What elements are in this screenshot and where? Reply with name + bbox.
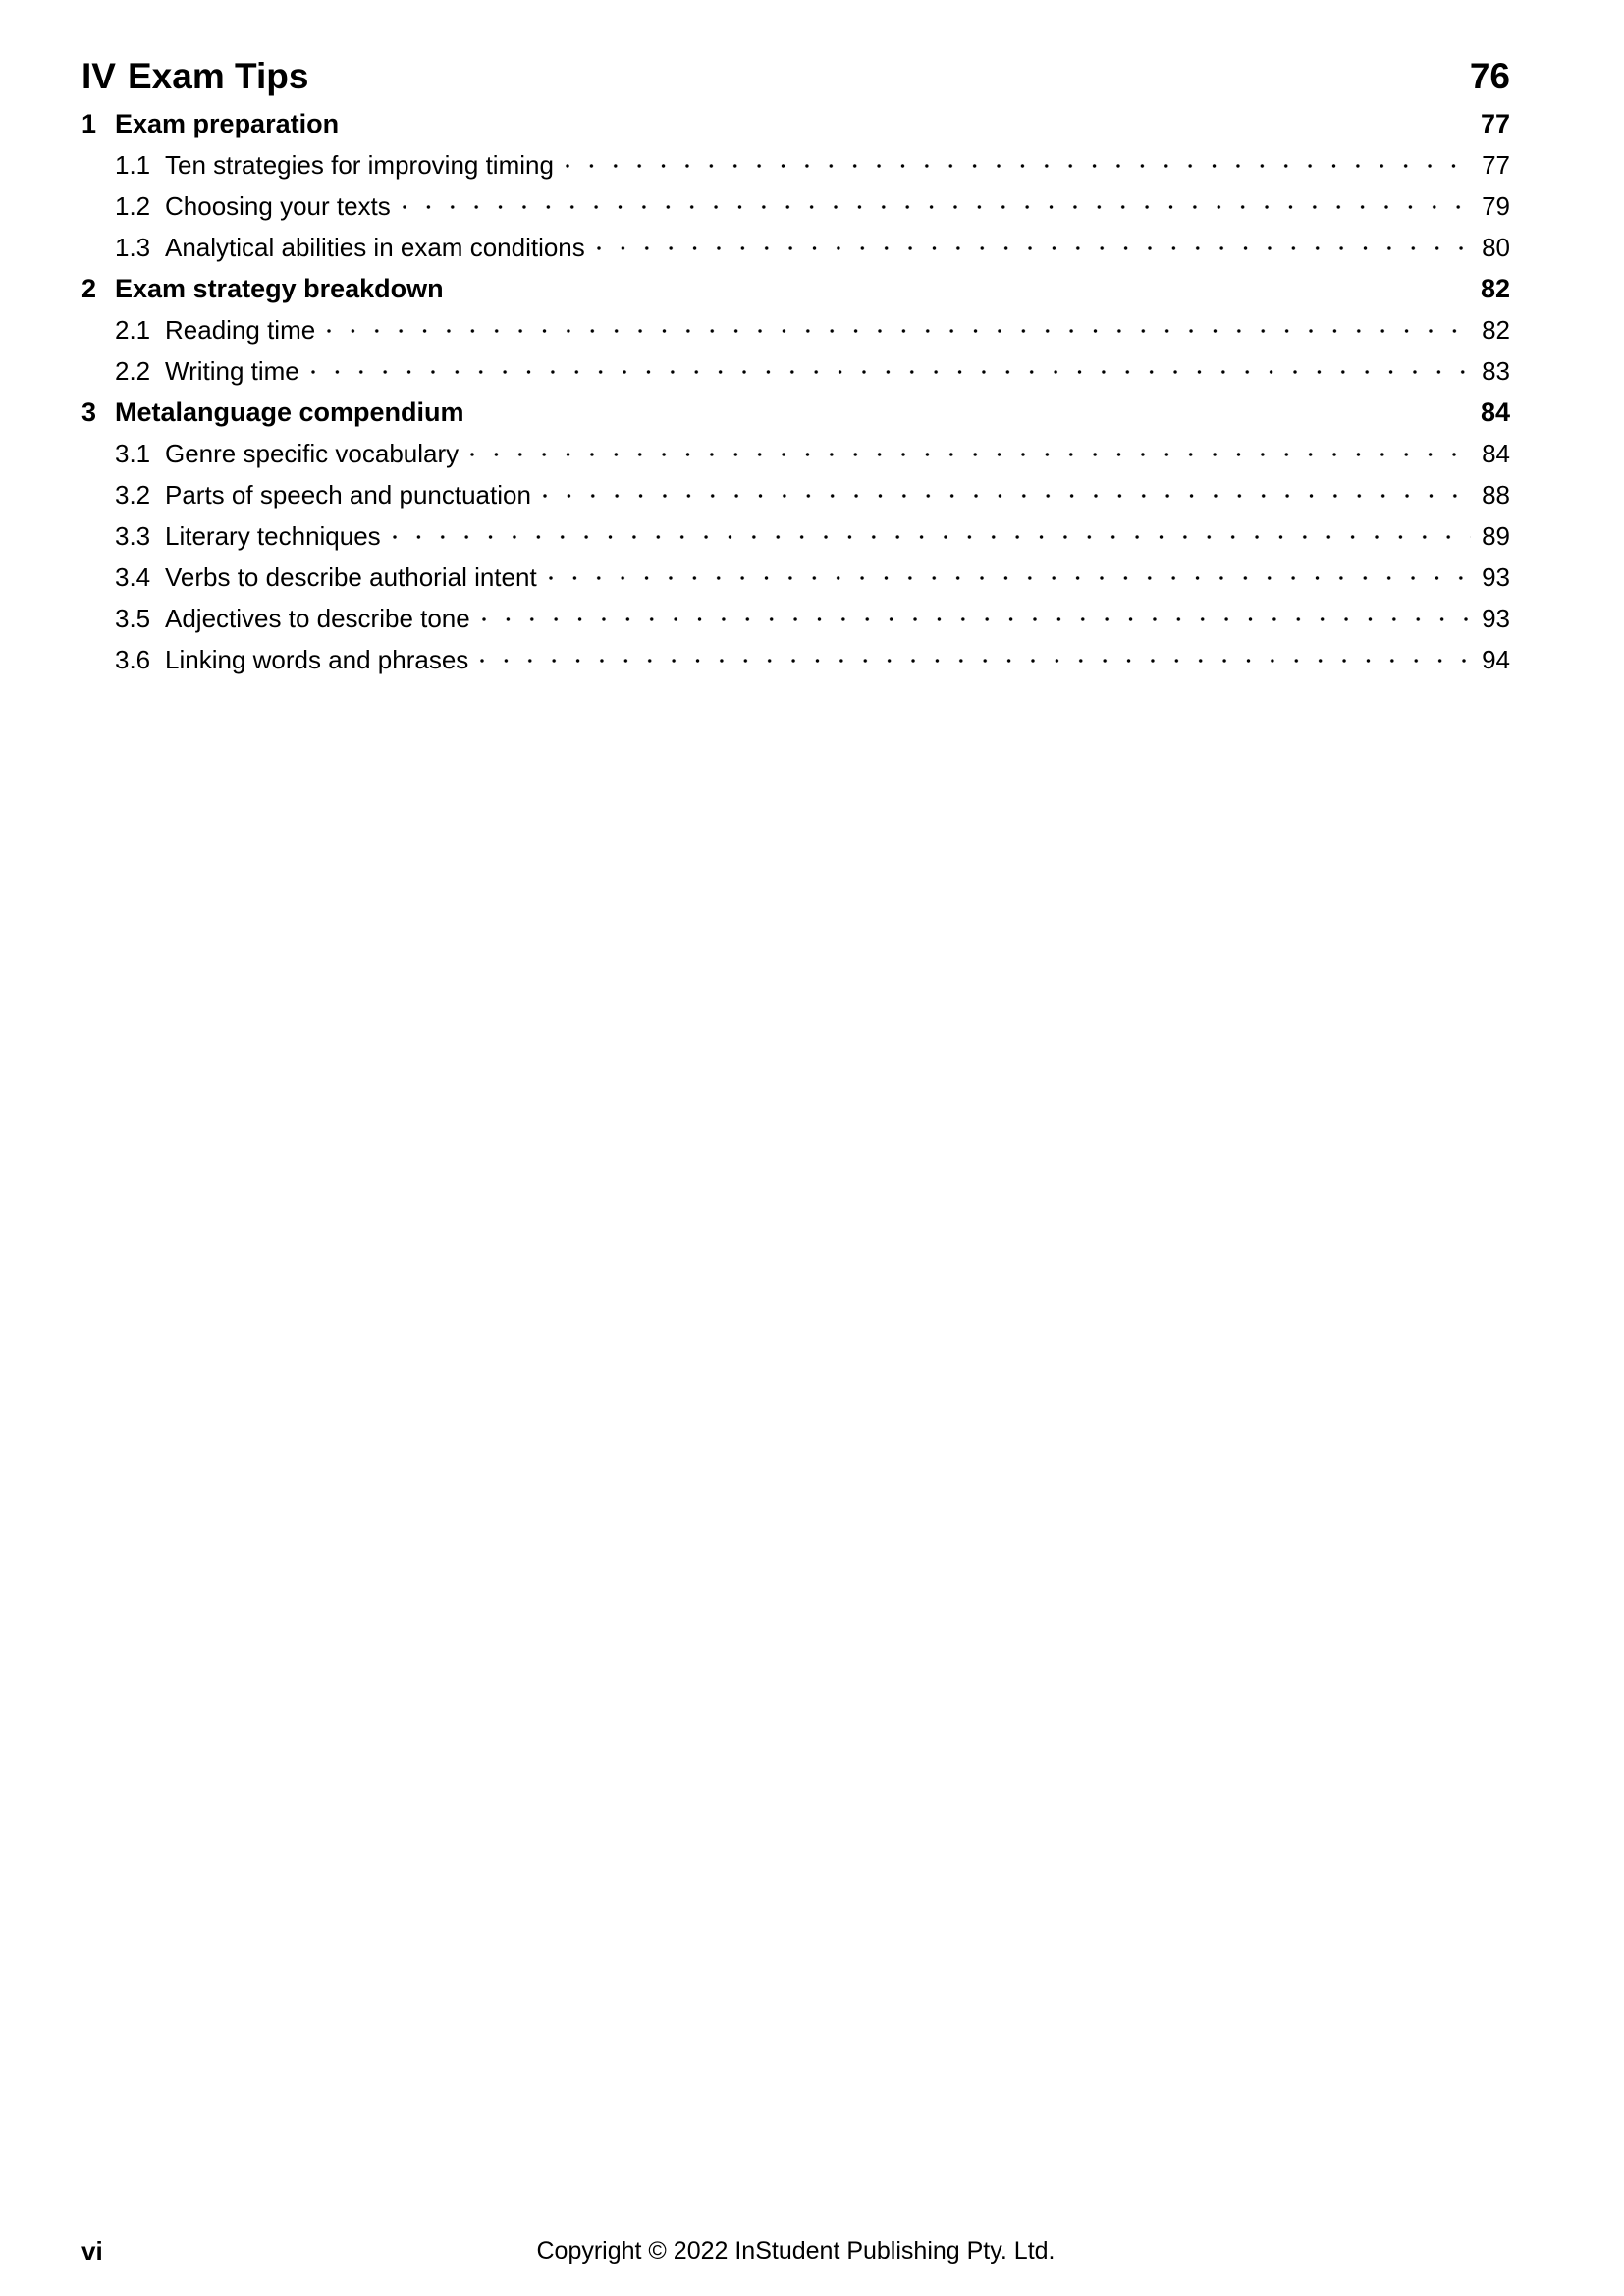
toc-dot-leader — [470, 437, 1471, 462]
toc-subsection-title: Parts of speech and punctuation — [165, 480, 531, 509]
toc-subsection-title: Analytical abilities in exam conditions — [165, 233, 585, 262]
dot-leader-dots — [393, 535, 1471, 539]
toc-section-number: 3 — [81, 398, 97, 427]
toc-subsection-title: Reading time — [165, 315, 316, 345]
toc-section-title: Metalanguage compendium — [115, 398, 464, 427]
toc-subsection-title: Genre specific vocabulary — [165, 439, 460, 468]
toc-subsection-number: 3.3 — [115, 521, 151, 551]
toc-subsection-entry[interactable] — [81, 639, 1510, 680]
dot-leader-dots — [482, 617, 1471, 621]
toc-dot-leader — [327, 313, 1471, 339]
toc-subsection-page: 83 — [1482, 356, 1510, 386]
toc-subsection-number: 3.4 — [115, 562, 151, 592]
dot-leader-dots — [403, 205, 1471, 209]
toc-subsection-title: Verbs to describe authorial intent — [165, 562, 537, 592]
toc-section-page: 77 — [1480, 109, 1510, 138]
toc-subsection-number: 3.6 — [115, 645, 151, 674]
toc-part-title: Exam Tips — [128, 56, 309, 96]
toc-subsection-number: 1.1 — [115, 150, 151, 180]
toc-part-entry[interactable] — [81, 54, 1510, 99]
dot-leader-dots — [470, 453, 1471, 456]
toc-subsection-page: 89 — [1482, 521, 1510, 551]
page-footer — [81, 2234, 1510, 2268]
toc-subsection-number: 2.2 — [115, 356, 151, 386]
dot-leader-dots — [311, 370, 1471, 374]
dot-leader-dots — [480, 659, 1471, 663]
toc-part-number: IV — [81, 56, 116, 96]
toc-section-entry[interactable] — [81, 103, 1510, 144]
toc-subsection-page: 88 — [1482, 480, 1510, 509]
footer-copyright: Copyright © 2022 InStudent Publishing Pty. Ltd. — [536, 2237, 1056, 2265]
toc-dot-leader — [311, 354, 1471, 380]
footer-page-number: vi — [81, 2236, 103, 2266]
toc-subsection-page: 82 — [1482, 315, 1510, 345]
toc-subsection-number: 1.2 — [115, 191, 151, 221]
toc-subsection-entry[interactable] — [81, 515, 1510, 557]
toc-subsection-entry[interactable] — [81, 350, 1510, 392]
toc-subsection-entry[interactable] — [81, 557, 1510, 598]
dot-leader-dots — [566, 164, 1471, 168]
toc-subsection-page: 93 — [1482, 562, 1510, 592]
toc-subsection-entry[interactable] — [81, 186, 1510, 227]
toc-subsection-page: 94 — [1482, 645, 1510, 674]
toc-subsection-title: Writing time — [165, 356, 299, 386]
toc-subsection-page: 93 — [1482, 604, 1510, 633]
toc-subsection-title: Ten strategies for improving timing — [165, 150, 554, 180]
toc-dot-leader — [403, 189, 1471, 215]
toc-dot-leader — [480, 643, 1471, 668]
toc-subsection-number: 3.5 — [115, 604, 151, 633]
toc-subsection-entry[interactable] — [81, 433, 1510, 474]
toc-entry-list — [81, 103, 1510, 680]
toc-subsection-entry[interactable] — [81, 474, 1510, 515]
toc-part-page: 76 — [1469, 56, 1510, 96]
table-of-contents — [81, 54, 1510, 680]
toc-section-title: Exam strategy breakdown — [115, 274, 444, 303]
toc-subsection-title: Linking words and phrases — [165, 645, 469, 674]
toc-dot-leader — [393, 519, 1471, 545]
toc-dot-leader — [549, 561, 1471, 586]
toc-subsection-page: 77 — [1482, 150, 1510, 180]
dot-leader-dots — [327, 329, 1471, 333]
toc-dot-leader — [482, 602, 1471, 627]
toc-subsection-page: 79 — [1482, 191, 1510, 221]
toc-dot-leader — [597, 231, 1471, 256]
toc-dot-leader — [543, 478, 1471, 504]
toc-subsection-entry[interactable] — [81, 598, 1510, 639]
toc-section-title: Exam preparation — [115, 109, 340, 138]
toc-section-entry[interactable] — [81, 392, 1510, 433]
dot-leader-dots — [597, 246, 1471, 250]
toc-subsection-entry[interactable] — [81, 309, 1510, 350]
toc-dot-leader — [566, 148, 1471, 174]
toc-subsection-number: 1.3 — [115, 233, 151, 262]
toc-subsection-entry[interactable] — [81, 144, 1510, 186]
toc-subsection-title: Choosing your texts — [165, 191, 391, 221]
toc-subsection-number: 2.1 — [115, 315, 151, 345]
toc-section-page: 82 — [1480, 274, 1510, 303]
toc-subsection-page: 84 — [1482, 439, 1510, 468]
toc-section-entry[interactable] — [81, 268, 1510, 309]
toc-section-page: 84 — [1480, 398, 1510, 427]
toc-subsection-entry[interactable] — [81, 227, 1510, 268]
toc-subsection-page: 80 — [1482, 233, 1510, 262]
toc-subsection-number: 3.2 — [115, 480, 151, 509]
toc-section-number: 1 — [81, 109, 97, 138]
toc-section-number: 2 — [81, 274, 97, 303]
toc-subsection-title: Literary techniques — [165, 521, 381, 551]
dot-leader-dots — [549, 576, 1471, 580]
toc-subsection-number: 3.1 — [115, 439, 151, 468]
dot-leader-dots — [543, 494, 1471, 498]
toc-subsection-title: Adjectives to describe tone — [165, 604, 470, 633]
